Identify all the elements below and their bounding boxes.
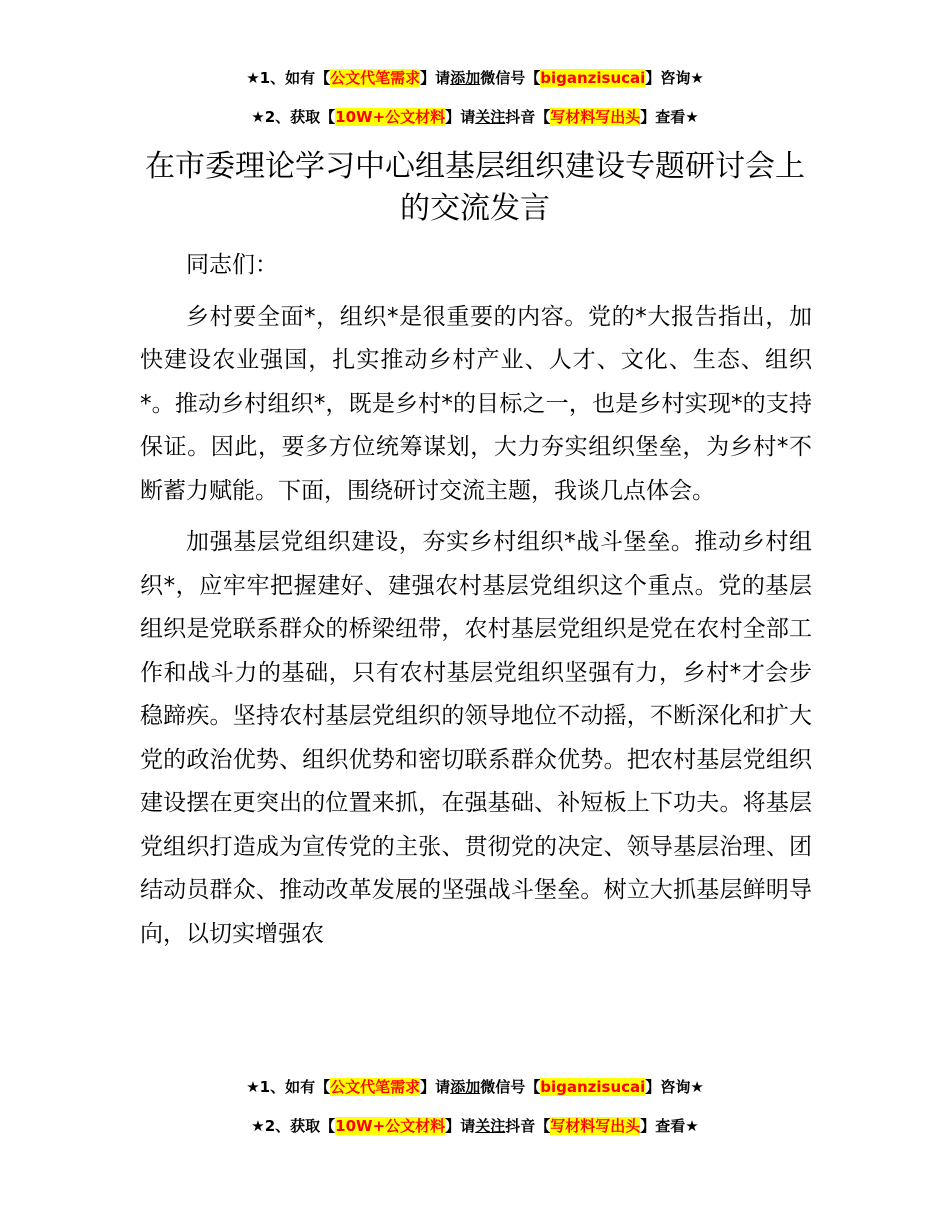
promo-underlined: 添加 [450, 69, 481, 87]
promo-text: 抖音 [505, 108, 536, 126]
body-paragraph: 乡村要全面*，组织*是很重要的内容。党的*大报告指出，加快建设农业强国，扎实推动乡村产业、人才、文化、生态、组织*。推动乡村组织*，既是乡村*的目标之一，也是乡村实现*的支持保证。因此，要多方位统筹谋划，大力夯实组织堡垒，为乡村*不断蓄力赋能。下面，围绕研讨交流主题，我谈几点体会。 [140, 303, 812, 504]
bracket-right: 】 [420, 1078, 436, 1096]
document-body [140, 244, 812, 964]
promo-text: 请 [460, 108, 476, 126]
promo-prefix: ★2、获取 [251, 1117, 321, 1135]
promo-highlight-service: 公文代笔需求 [330, 69, 421, 87]
bracket-left: 【 [320, 108, 336, 126]
bracket-right: 】 [645, 1078, 661, 1096]
promo-highlight-wechat-id: biganzisucai [540, 69, 646, 87]
bracket-left: 【 [315, 69, 331, 87]
bracket-left: 【 [535, 108, 551, 126]
promo-underlined: 关注 [475, 108, 506, 126]
promo-highlight-materials: 10W+公文材料 [335, 108, 446, 126]
promo-suffix: 查看★ [655, 1117, 699, 1135]
bracket-right: 】 [645, 69, 661, 87]
promo-underlined: 关注 [475, 1117, 506, 1135]
header-promo-line-2 [0, 107, 950, 127]
promo-highlight-account: 写材料写出头 [550, 108, 641, 126]
promo-text: 请 [460, 1117, 476, 1135]
bracket-left: 【 [320, 1117, 336, 1135]
bracket-left: 【 [525, 1078, 541, 1096]
promo-highlight-service: 公文代笔需求 [330, 1078, 421, 1096]
promo-prefix: ★1、如有 [246, 1078, 316, 1096]
document-title: 在市委理论学习中心组基层组织建设专题研讨会上的交流发言 [145, 149, 805, 226]
promo-text: 请 [435, 69, 451, 87]
promo-text: 微信号 [480, 1078, 526, 1096]
promo-highlight-account: 写材料写出头 [550, 1117, 641, 1135]
header-promo-line-1 [0, 68, 950, 88]
bracket-left: 【 [525, 69, 541, 87]
promo-suffix: 咨询★ [660, 69, 704, 87]
promo-prefix: ★2、获取 [251, 108, 321, 126]
bracket-left: 【 [535, 1117, 551, 1135]
promo-prefix: ★1、如有 [246, 69, 316, 87]
promo-underlined: 添加 [450, 1078, 481, 1096]
footer-promo-line-1 [0, 1077, 950, 1097]
bracket-right: 】 [640, 1117, 656, 1135]
bracket-right: 】 [640, 108, 656, 126]
promo-text: 抖音 [505, 1117, 536, 1135]
bracket-right: 】 [445, 108, 461, 126]
footer-promo-line-2 [0, 1116, 950, 1136]
bracket-left: 【 [315, 1078, 331, 1096]
promo-highlight-wechat-id: biganzisucai [540, 1078, 646, 1096]
bracket-right: 】 [420, 69, 436, 87]
promo-text: 微信号 [480, 69, 526, 87]
promo-suffix: 查看★ [655, 108, 699, 126]
salutation: 同志们： [186, 252, 278, 278]
promo-suffix: 咨询★ [660, 1078, 704, 1096]
promo-text: 请 [435, 1078, 451, 1096]
bracket-right: 】 [445, 1117, 461, 1135]
promo-highlight-materials: 10W+公文材料 [335, 1117, 446, 1135]
body-paragraph: 加强基层党组织建设，夯实乡村组织*战斗堡垒。推动乡村组织*，应牢牢把握建好、建强农村基层党组织这个重点。党的基层组织是党联系群众的桥梁纽带，农村基层党组织是党在农村全部工作和战斗力的基础，只有农村基层党组织坚强有力，乡村*才会步稳蹄疾。坚持农村基层党组织的领导地位不动摇，不断深化和扩大党的政治优势、组织优势和密切联系群众优势。把农村基层党组织建设摆在更突出的位置来抓，在强基础、补短板上下功夫。将基层党组织打造成为宣传党的主张、贯彻党的决定、领导基层治理、团结动员群众、推动改革发展的坚强战斗堡垒。树立大抓基层鲜明导向，以切实增强农 [140, 529, 812, 947]
